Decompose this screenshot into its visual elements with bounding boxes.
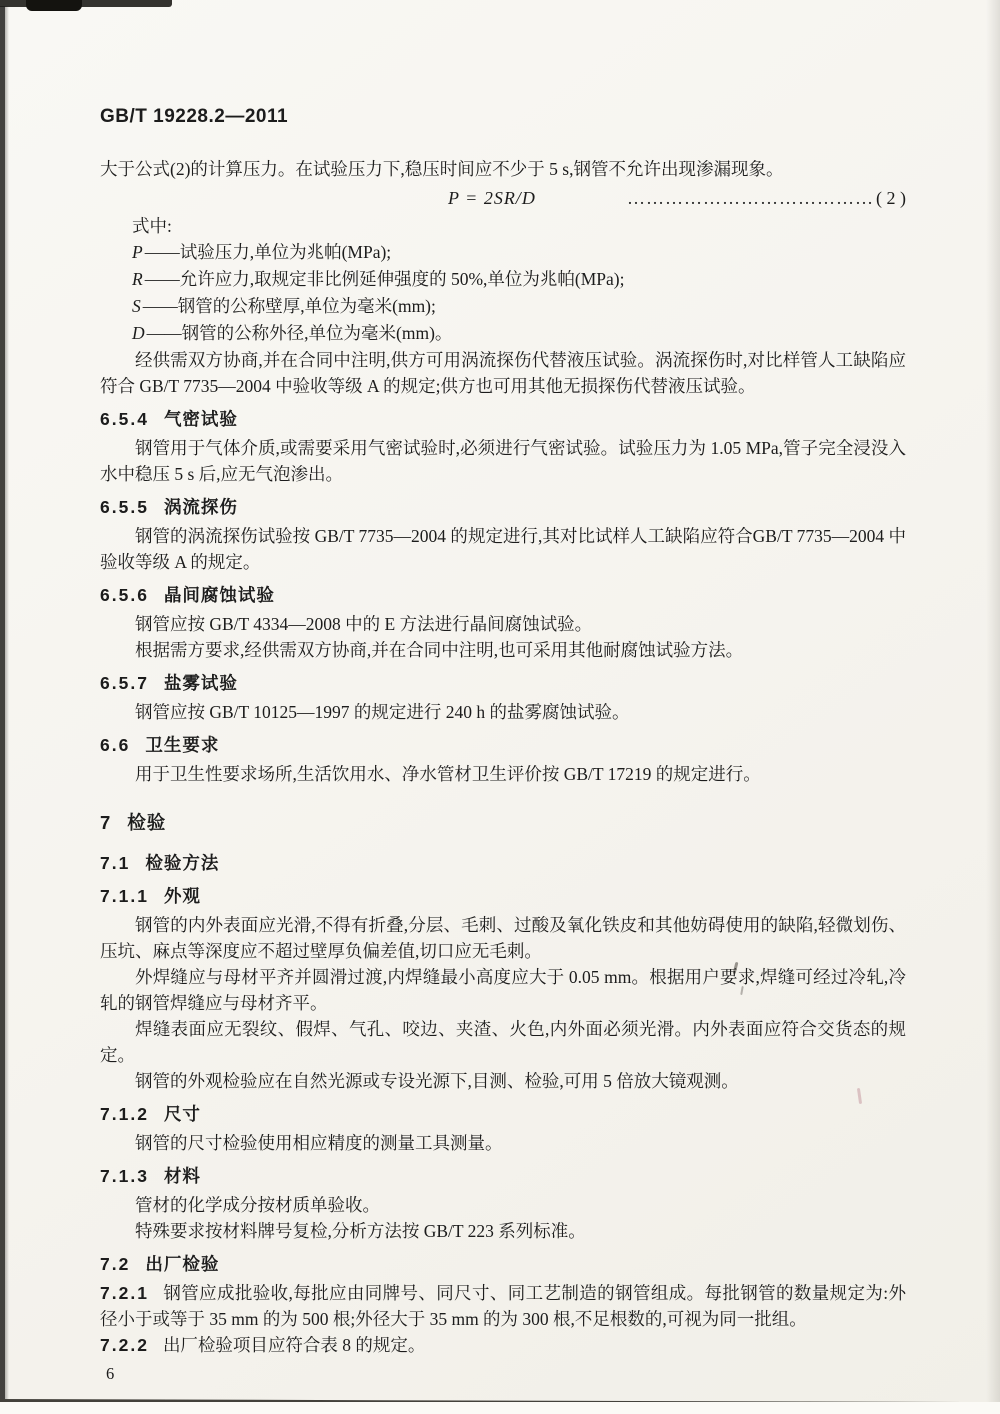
- heading-title: 气密试验: [163, 409, 238, 429]
- heading-7-1-2: [100, 1101, 906, 1127]
- paragraph-6-5-6b: 根据需方要求,经供需双方协商,并在合同中注明,也可采用其他耐腐蚀试验方法。: [135, 640, 744, 660]
- heading-6-5-7: [100, 670, 906, 696]
- heading-title: 盐雾试验: [163, 673, 238, 693]
- where-label: 式中:: [132, 216, 172, 236]
- paragraph-6-6: 用于卫生性要求场所,生活饮用水、净水管材卫生评价按 GB/T 17219 的规定进行。: [135, 764, 761, 784]
- scan-edge-right: [986, 0, 1000, 1414]
- scan-edge-top-blob: [26, 0, 82, 11]
- scan-edge-left-shadow: [5, 6, 9, 1402]
- clause-number: 7.2.1: [100, 1283, 149, 1303]
- heading-6-5-6: [100, 582, 906, 608]
- heading-number: 7.1.2: [100, 1104, 149, 1124]
- paragraph-7-1-1d: 钢管的外观检验应在自然光源或专设光源下,目测、检验,可用 5 倍放大镜观测。: [135, 1071, 739, 1091]
- heading-number: 7.2: [100, 1254, 131, 1274]
- heading-6-5-5: [100, 494, 906, 520]
- heading-number: 6.6: [100, 735, 131, 755]
- paragraph-6-5-7: 钢管应按 GB/T 10125—1997 的规定进行 240 h 的盐雾腐蚀试验。: [135, 702, 630, 722]
- heading-title: 尺寸: [163, 1104, 201, 1124]
- paragraph-6-5-4: 钢管用于气体介质,或需要采用气密试验时,必须进行气密试验。试验压力为 1.05 MPa,管子完全浸没入水中稳压 5 s 后,应无气泡渗出。: [100, 438, 906, 484]
- heading-title: 卫生要求: [145, 735, 220, 755]
- symbol-desc: ——钢管的公称外径,单位为毫米(mm)。: [146, 323, 453, 343]
- formula-2: [100, 185, 906, 211]
- paragraph-6-5-5: 钢管的涡流探伤试验按 GB/T 7735—2004 的规定进行,其对比试样人工缺陷应符合GB/T 7735—2004 中验收等级 A 的规定。: [100, 526, 906, 572]
- heading-number: 7.1: [100, 853, 131, 873]
- heading-7-2: [100, 1251, 906, 1277]
- heading-title: 外观: [163, 886, 201, 906]
- symbol-desc: ——试验压力,单位为兆帕(MPa);: [144, 242, 392, 262]
- symbol-term: S: [132, 296, 141, 316]
- heading-7-1-3: [100, 1163, 906, 1189]
- heading-number: 6.5.5: [100, 497, 149, 517]
- heading-number: 6.5.6: [100, 585, 149, 605]
- definition-item: [132, 293, 906, 320]
- paragraph-7-1-1a: 钢管的内外表面应光滑,不得有折叠,分层、毛刺、过酸及氧化铁皮和其他妨碍使用的缺陷,轻微划伤、压坑、麻点等深度应不超过壁厚负偏差值,切口应无毛刺。: [100, 915, 906, 961]
- definition-item: [132, 320, 906, 347]
- paragraph-6-5-6a: 钢管应按 GB/T 4334—2008 中的 E 方法进行晶间腐蚀试验。: [135, 614, 593, 634]
- document-content: [100, 106, 906, 1384]
- formula-dot-leader: …………………………………: [627, 188, 874, 208]
- paragraph-intro: 大于公式(2)的计算压力。在试验压力下,稳压时间应不少于 5 s,钢管不允许出现渗漏现象。: [100, 159, 784, 179]
- heading-number: 6.5.7: [100, 673, 149, 693]
- heading-title: 检验: [127, 812, 167, 833]
- heading-title: 材料: [163, 1166, 201, 1186]
- heading-title: 出厂检验: [145, 1254, 220, 1274]
- symbol-definitions: [132, 239, 906, 347]
- heading-6-6: [100, 732, 906, 758]
- formula-expression: P = 2SR/D: [448, 188, 536, 208]
- page-number: 6: [106, 1364, 115, 1383]
- clause-text: 出厂检验项目应符合表 8 的规定。: [162, 1335, 426, 1355]
- symbol-desc: ——钢管的公称壁厚,单位为毫米(mm);: [142, 296, 436, 316]
- heading-7: [100, 809, 906, 836]
- symbol-term: D: [132, 323, 145, 343]
- paragraph-7-2-2: [100, 1332, 906, 1358]
- heading-title: 涡流探伤: [163, 497, 238, 517]
- paragraph-7-1-1b: 外焊缝应与母材平齐并圆滑过渡,内焊缝最小高度应大于 0.05 mm。根据用户要求,焊缝可经过冷轧,冷轧的钢管焊缝应与母材齐平。: [100, 967, 906, 1013]
- paragraph-7-1-3b: 特殊要求按材料牌号复检,分析方法按 GB/T 223 系列标准。: [135, 1221, 586, 1241]
- definition-item: [132, 239, 906, 266]
- symbol-term: R: [132, 269, 143, 289]
- symbol-term: P: [132, 242, 143, 262]
- heading-number: 6.5.4: [100, 409, 149, 429]
- paragraph-7-1-3a: 管材的化学成分按材质单验收。: [135, 1195, 380, 1215]
- standard-number-header: GB/T 19228.2—2011: [100, 106, 289, 127]
- clause-number: 7.2.2: [100, 1335, 149, 1355]
- heading-title: 检验方法: [145, 853, 220, 873]
- scan-edge-bottom-paper: [0, 1402, 1000, 1414]
- heading-number: 7: [100, 812, 113, 833]
- formula-number-label: ( 2 ): [876, 188, 906, 208]
- heading-6-5-4: [100, 406, 906, 432]
- paragraph-7-1-2: 钢管的尺寸检验使用相应精度的测量工具测量。: [135, 1133, 503, 1153]
- symbol-desc: ——允许应力,取规定非比例延伸强度的 50%,单位为兆帕(MPa);: [144, 269, 625, 289]
- clause-text: 钢管应成批验收,每批应由同牌号、同尺寸、同工艺制造的钢管组成。每批钢管的数量规定为:外径小于或等于 35 mm 的为 500 根;外径大于 35 mm 的为 300 根,不足根数的,可视为同一批组。: [100, 1283, 906, 1329]
- definition-item: [132, 266, 906, 293]
- paragraph-eddy-alternative: 经供需双方协商,并在合同中注明,供方可用涡流探伤代替液压试验。涡流探伤时,对比样管人工缺陷应符合 GB/T 7735—2004 中验收等级 A 的规定;供方也可用其他无损探伤代替液压试验。: [100, 350, 906, 396]
- heading-title: 晶间腐蚀试验: [163, 585, 275, 605]
- heading-number: 7.1.1: [100, 886, 149, 906]
- heading-7-1-1: [100, 883, 906, 909]
- paragraph-7-2-1: [100, 1280, 906, 1332]
- heading-number: 7.1.3: [100, 1166, 149, 1186]
- heading-7-1: [100, 850, 906, 876]
- paragraph-7-1-1c: 焊缝表面应无裂纹、假焊、气孔、咬边、夹渣、火色,内外面必须光滑。内外表面应符合交货态的规定。: [100, 1019, 906, 1065]
